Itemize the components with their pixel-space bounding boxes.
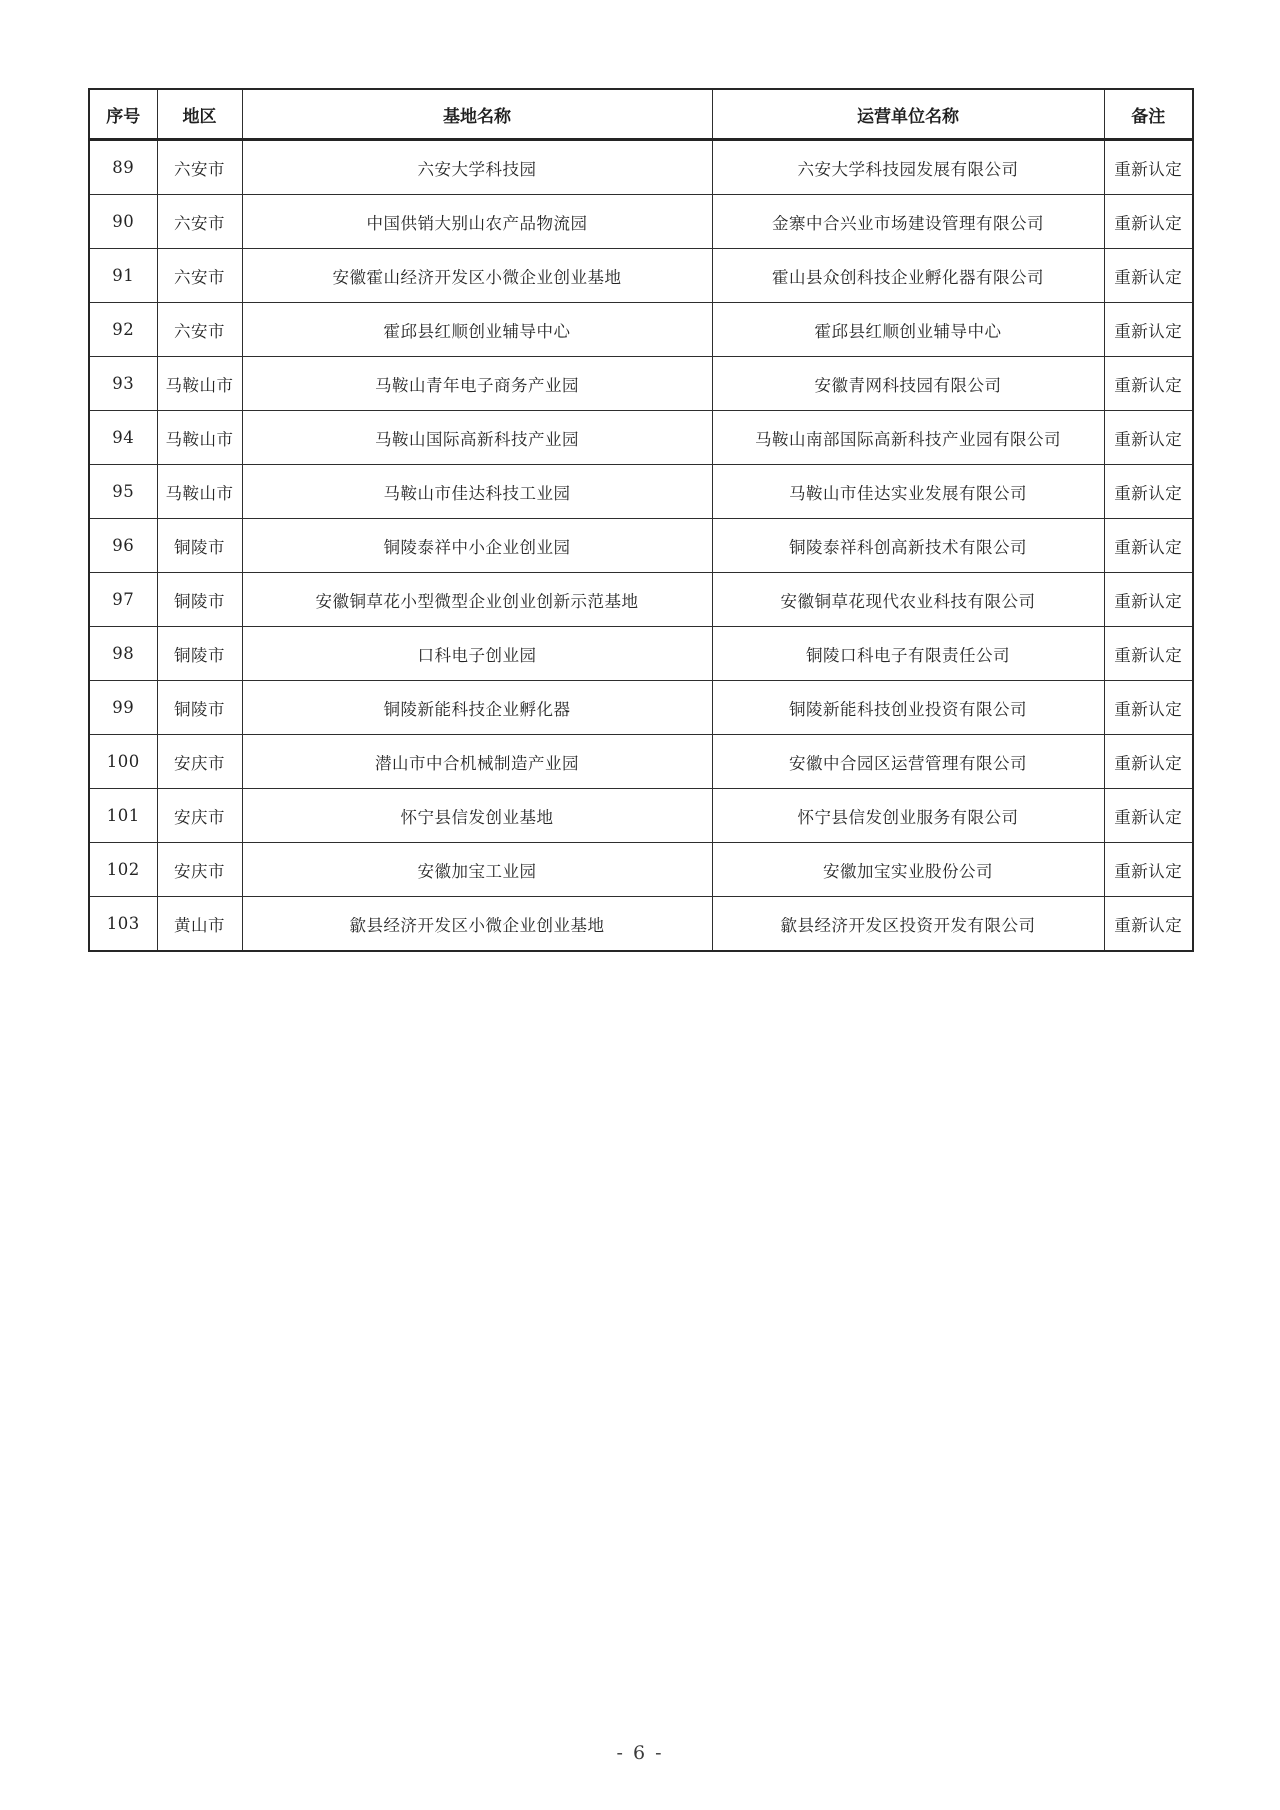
cell-operator-name: 安徽加宝实业股份公司 xyxy=(712,843,1104,897)
cell-base-name: 六安大学科技园 xyxy=(242,140,712,195)
cell-operator-name: 六安大学科技园发展有限公司 xyxy=(712,140,1104,195)
cell-remark: 重新认定 xyxy=(1104,195,1193,249)
cell-region: 铜陵市 xyxy=(157,573,242,627)
table-row xyxy=(89,573,1193,627)
table-row xyxy=(89,195,1193,249)
cell-remark: 重新认定 xyxy=(1104,789,1193,843)
cell-operator-name: 霍山县众创科技企业孵化器有限公司 xyxy=(712,249,1104,303)
cell-no: 92 xyxy=(89,303,157,357)
table-row xyxy=(89,519,1193,573)
col-header-remark: 备注 xyxy=(1104,89,1193,140)
cell-remark: 重新认定 xyxy=(1104,303,1193,357)
cell-no: 98 xyxy=(89,627,157,681)
table-row xyxy=(89,627,1193,681)
cell-base-name: 歙县经济开发区小微企业创业基地 xyxy=(242,897,712,952)
cell-operator-name: 安徽铜草花现代农业科技有限公司 xyxy=(712,573,1104,627)
table-header xyxy=(89,89,1193,140)
cell-base-name: 马鞍山市佳达科技工业园 xyxy=(242,465,712,519)
cell-operator-name: 怀宁县信发创业服务有限公司 xyxy=(712,789,1104,843)
header-row xyxy=(89,89,1193,140)
cell-remark: 重新认定 xyxy=(1104,465,1193,519)
cell-operator-name: 马鞍山南部国际高新科技产业园有限公司 xyxy=(712,411,1104,465)
col-header-base: 基地名称 xyxy=(242,89,712,140)
cell-remark: 重新认定 xyxy=(1104,140,1193,195)
cell-operator-name: 安徽中合园区运营管理有限公司 xyxy=(712,735,1104,789)
cell-operator-name: 马鞍山市佳达实业发展有限公司 xyxy=(712,465,1104,519)
cell-no: 95 xyxy=(89,465,157,519)
cell-base-name: 马鞍山青年电子商务产业园 xyxy=(242,357,712,411)
cell-region: 六安市 xyxy=(157,303,242,357)
cell-base-name: 安徽霍山经济开发区小微企业创业基地 xyxy=(242,249,712,303)
cell-base-name: 铜陵新能科技企业孵化器 xyxy=(242,681,712,735)
col-header-operator: 运营单位名称 xyxy=(712,89,1104,140)
cell-remark: 重新认定 xyxy=(1104,357,1193,411)
table-row xyxy=(89,465,1193,519)
certification-table xyxy=(88,88,1194,952)
cell-operator-name: 歙县经济开发区投资开发有限公司 xyxy=(712,897,1104,952)
table-row xyxy=(89,140,1193,195)
cell-no: 91 xyxy=(89,249,157,303)
cell-region: 铜陵市 xyxy=(157,627,242,681)
cell-no: 97 xyxy=(89,573,157,627)
cell-remark: 重新认定 xyxy=(1104,519,1193,573)
cell-no: 94 xyxy=(89,411,157,465)
cell-region: 马鞍山市 xyxy=(157,411,242,465)
table-row xyxy=(89,303,1193,357)
cell-operator-name: 安徽青网科技园有限公司 xyxy=(712,357,1104,411)
page-number: - 6 - xyxy=(616,1742,664,1764)
col-header-region: 地区 xyxy=(157,89,242,140)
cell-operator-name: 金寨中合兴业市场建设管理有限公司 xyxy=(712,195,1104,249)
col-header-no: 序号 xyxy=(89,89,157,140)
cell-region: 六安市 xyxy=(157,195,242,249)
cell-base-name: 铜陵泰祥中小企业创业园 xyxy=(242,519,712,573)
cell-region: 安庆市 xyxy=(157,789,242,843)
cell-remark: 重新认定 xyxy=(1104,573,1193,627)
cell-no: 90 xyxy=(89,195,157,249)
cell-remark: 重新认定 xyxy=(1104,843,1193,897)
cell-remark: 重新认定 xyxy=(1104,735,1193,789)
cell-base-name: 安徽铜草花小型微型企业创业创新示范基地 xyxy=(242,573,712,627)
cell-no: 102 xyxy=(89,843,157,897)
cell-remark: 重新认定 xyxy=(1104,627,1193,681)
cell-operator-name: 霍邱县红顺创业辅导中心 xyxy=(712,303,1104,357)
table-row xyxy=(89,357,1193,411)
cell-region: 六安市 xyxy=(157,140,242,195)
cell-no: 101 xyxy=(89,789,157,843)
cell-region: 安庆市 xyxy=(157,735,242,789)
cell-no: 96 xyxy=(89,519,157,573)
cell-base-name: 潜山市中合机械制造产业园 xyxy=(242,735,712,789)
table-row xyxy=(89,897,1193,952)
cell-region: 黄山市 xyxy=(157,897,242,952)
cell-remark: 重新认定 xyxy=(1104,249,1193,303)
table-row xyxy=(89,735,1193,789)
table-row xyxy=(89,789,1193,843)
cell-region: 安庆市 xyxy=(157,843,242,897)
table-row xyxy=(89,411,1193,465)
cell-base-name: 霍邱县红顺创业辅导中心 xyxy=(242,303,712,357)
cell-base-name: 中国供销大别山农产品物流园 xyxy=(242,195,712,249)
table-body xyxy=(89,140,1193,952)
cell-remark: 重新认定 xyxy=(1104,897,1193,952)
cell-base-name: 怀宁县信发创业基地 xyxy=(242,789,712,843)
cell-operator-name: 铜陵新能科技创业投资有限公司 xyxy=(712,681,1104,735)
cell-remark: 重新认定 xyxy=(1104,411,1193,465)
cell-no: 100 xyxy=(89,735,157,789)
table-row xyxy=(89,843,1193,897)
cell-no: 103 xyxy=(89,897,157,952)
table-row xyxy=(89,681,1193,735)
cell-base-name: 马鞍山国际高新科技产业园 xyxy=(242,411,712,465)
cell-base-name: 安徽加宝工业园 xyxy=(242,843,712,897)
cell-region: 铜陵市 xyxy=(157,681,242,735)
cell-remark: 重新认定 xyxy=(1104,681,1193,735)
cell-no: 93 xyxy=(89,357,157,411)
cell-region: 马鞍山市 xyxy=(157,357,242,411)
cell-base-name: 口科电子创业园 xyxy=(242,627,712,681)
cell-region: 马鞍山市 xyxy=(157,465,242,519)
cell-region: 六安市 xyxy=(157,249,242,303)
cell-region: 铜陵市 xyxy=(157,519,242,573)
cell-operator-name: 铜陵泰祥科创高新技术有限公司 xyxy=(712,519,1104,573)
cell-no: 89 xyxy=(89,140,157,195)
cell-operator-name: 铜陵口科电子有限责任公司 xyxy=(712,627,1104,681)
table-row xyxy=(89,249,1193,303)
cell-no: 99 xyxy=(89,681,157,735)
